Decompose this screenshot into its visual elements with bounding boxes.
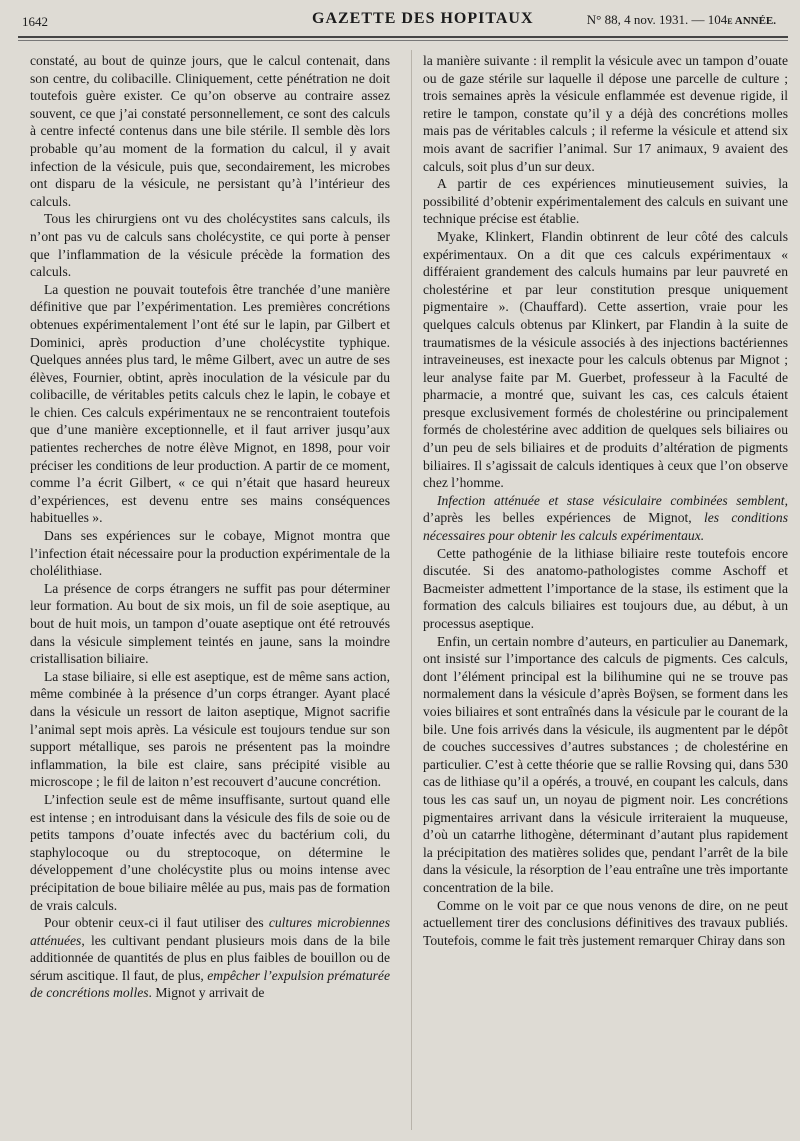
page-header (22, 6, 782, 34)
paragraph: La présence de corps étrangers ne suffit pas pour déterminer leur formation. Au bout de six mois, un fil de soie aseptique, au bout de huit mois, un tampon d’ouate aseptique ont été retrouvés dans la vésicule simplement teintés en jaune, sans la moindre cristallisation biliaire. (30, 580, 390, 667)
text-run: . Mignot y arrivait de (148, 985, 265, 1001)
paragraph: constaté, au bout de quinze jours, que le calcul contenait, dans son centre, du colibacille. Cliniquement, cette pénétration ne doit toutefois guère exister. Ce qu’on observe au contraire assez souvent, ce que j’ai constaté personnellement, ce sont des calculs à centre infecté contenus dans une bile stérile. Il semble dès lors probable qu’au moment de la formation du calcul, il y avait infection de la vésicule, puis que, secondairement, les microbes ont disparu de la vésicule, ne persistant qu’à l’intérieur des calculs. (30, 53, 390, 209)
left-column (30, 52, 390, 1002)
issue-year: e ANNÉE. (727, 15, 776, 27)
paragraph: Comme on le voit par ce que nous venons de dire, on ne peut actuellement tirer des conclusions définitives des travaux publiés. Toutefois, comme le fait très justement remarquer Chiray dans son (423, 897, 788, 948)
paragraph: Tous les chirurgiens ont vu des cholécystites sans calculs, ils n’ont pas vu de calculs sans cholécystite, ce qui porte à penser que l’inflammation de la vésicule précède la formation des calculs. (30, 211, 390, 280)
page-number: 1642 (22, 14, 48, 29)
issue-info (587, 12, 776, 28)
issue-number-date: N° 88, 4 nov. 1931. — 104 (586, 12, 728, 27)
paragraph: la manière suivante : il remplit la vésicule avec un tampon d’ouate ou de gaze stérile sur laquelle il dépose une parcelle de culture ; trois semaines après la vésicule enflammée est devenue rigide, il retire le tampon, constate qu’il y a déjà des concrétions molles mais pas de véritables calculs ; il referme la vésicule et attend six mois avant de sacrifier l’animal. Sur 17 animaux, 9 avaient des calculs, soit plus d’un sur deux. (423, 53, 788, 174)
paragraph: A partir de ces expériences minutieusement suivies, la possibilité d’obtenir expérimentalement des calculs en suivant une technique précise est établie. (423, 176, 788, 227)
column-divider (411, 50, 412, 1130)
header-rule-thin (18, 40, 788, 41)
paragraph: Myake, Klinkert, Flandin obtinrent de leur côté des calculs expérimentaux. On a dit que ces calculs expérimentaux « différaient grandement des calculs humains par leur pauvreté en cholestérine et par leur constitution presque uniquement pigmentaire ». (Chauffard). Cette assertion, vraie pour les quelques calculs obtenus par Klinkert, par Flandin à la suite de traumatismes de la vésicule associés à des injections bactériennes intraveineuses, est inexacte pour les calculs obtenus par Mignot ; leur analyse faite par M. Guerbet, professeur à la Faculté de pharmacie, a montré que, suivant les cas, ces calculs étaient presque exclusivement formés de cholestérine ou principalement formés de cholestérine avec addition de quelques sels biliaires ou d’un peu de sels biliaires et de produits d’altération de pigments biliaires. Il s’agissait de calculs identiques à ceux que l’on observe chez l’homme. (423, 228, 788, 491)
italic-text: Infection atténuée et stase vésiculaire combinées semblent (437, 492, 785, 508)
header-rule (18, 36, 788, 38)
paragraph: L’infection seule est de même insuffisante, surtout quand elle est intense ; en introduisant dans la vésicule des fils de soie ou de petits tampons d’ouate infectés avec du bactérium coli, du staphylocoque ou du streptocoque, on détermine le développement d’une cholécystite plus ou moins intense avec précipitation de boue biliaire mêlée au pus, mais pas de formation de vrais calculs. (30, 791, 390, 913)
paragraph (30, 914, 390, 1002)
italic-text: empêcher l’expulsion prématurée de concrétions molles (30, 967, 390, 1001)
text-run: , les cultivant pendant plusieurs mois dans de la bile additionnée de quantités de plus en plus faibles de bouillon ou de sérum ascitique. Il faut, de plus, (30, 932, 390, 983)
journal-title: GAZETTE DES HOPITAUX (312, 10, 534, 27)
paragraph: Enfin, un certain nombre d’auteurs, en particulier au Danemark, ont insisté sur l’importance des calculs de pigments. Ces calculs, dont l’élément principal est la bilihumine qui ne se trouve pas normalement dans la vésicule d’après Boÿsen, se forment dans les voies biliaires et sont entraînés dans la vésicule par le courant de la bile. Une fois arrivés dans la vésicule, ils augmentent par le dépôt de couches successives d’autres substances ; de cholestérine en particulier. C’est à cette théorie que se rallie Rovsing qui, dans 530 cas de lithiase qu’il a opérés, a trouvé, en coupant les calculs, dans tous les cas sauf un, un noyau de pigment noir. Les concrétions pigmentaires arrivant dans la vésicule irriteraient la muqueuse, d’où un catarrhe lithogène, déterminant d’autant plus rapidement la précipitation des matières solides que, pendant l’arrêt de la bile dans la vésicule, la résorption de l’eau entraîne une très importante concentration de la bile. (423, 633, 788, 895)
paragraph: La stase biliaire, si elle est aseptique, est de même sans action, même combinée à la présence d’un corps étranger. Ayant placé dans la vésicule un ressort de laiton aseptique, Mignot sacrifie l’animal sept mois après. La vésicule est toujours tendue sur son support métallique, ses parois ne présentent pas la moindre inflammation, la bile est claire, sans précipité visible au microscope ; le fil de laiton n’est recouvert d’aucune concrétion. (30, 668, 390, 790)
paragraph: Dans ses expériences sur le cobaye, Mignot montra que l’infection était nécessaire pour la production expérimentale de la cholélithiase. (30, 528, 390, 579)
text-run: , d’après les belles expériences de Mignot, (423, 492, 788, 526)
italic-text: les conditions nécessaires pour obtenir les calculs expérimentaux. (423, 510, 788, 544)
paragraph (423, 492, 788, 545)
right-column (423, 52, 788, 949)
paragraph: Cette pathogénie de la lithiase biliaire reste toutefois encore discutée. Si des anatomo-pathologistes comme Aschoff et Bacmeister admettent l’importance de la stase, ils estiment que la formation des calculs biliaires est toujours due, au début, à un processus aseptique. (423, 545, 788, 631)
italic-text: cultures microbiennes atténuées (30, 915, 390, 948)
paragraph: La question ne pouvait toutefois être tranchée d’une manière définitive que par l’expérimentation. Les premières concrétions obtenues expérimentalement l’ont été sur le lapin, par Gilbert et Dominici, après production d’une cholécystite typhique. Quelques années plus tard, le même Gilbert, avec un autre de ses élèves, Fournier, obtint, après inoculation de la vésicule par du colibacille, de véritables petits calculs chez le lapin, le cobaye et le chien. Ces calculs expérimentaux ne se rencontraient toutefois que d’une manière exceptionnelle, et il faut arriver jusqu’aux patientes recherches de notre élève Mignot, en 1898, pour voir préciser les conditions de leur production. A partir de ce moment, comme l’a écrit Gilbert, « ce qui n’était que hasard heureux d’expériences, est devenu entre ses mains conséquences habituelles ». (30, 281, 390, 526)
text-run: Pour obtenir ceux-ci il faut utiliser des (44, 915, 269, 931)
